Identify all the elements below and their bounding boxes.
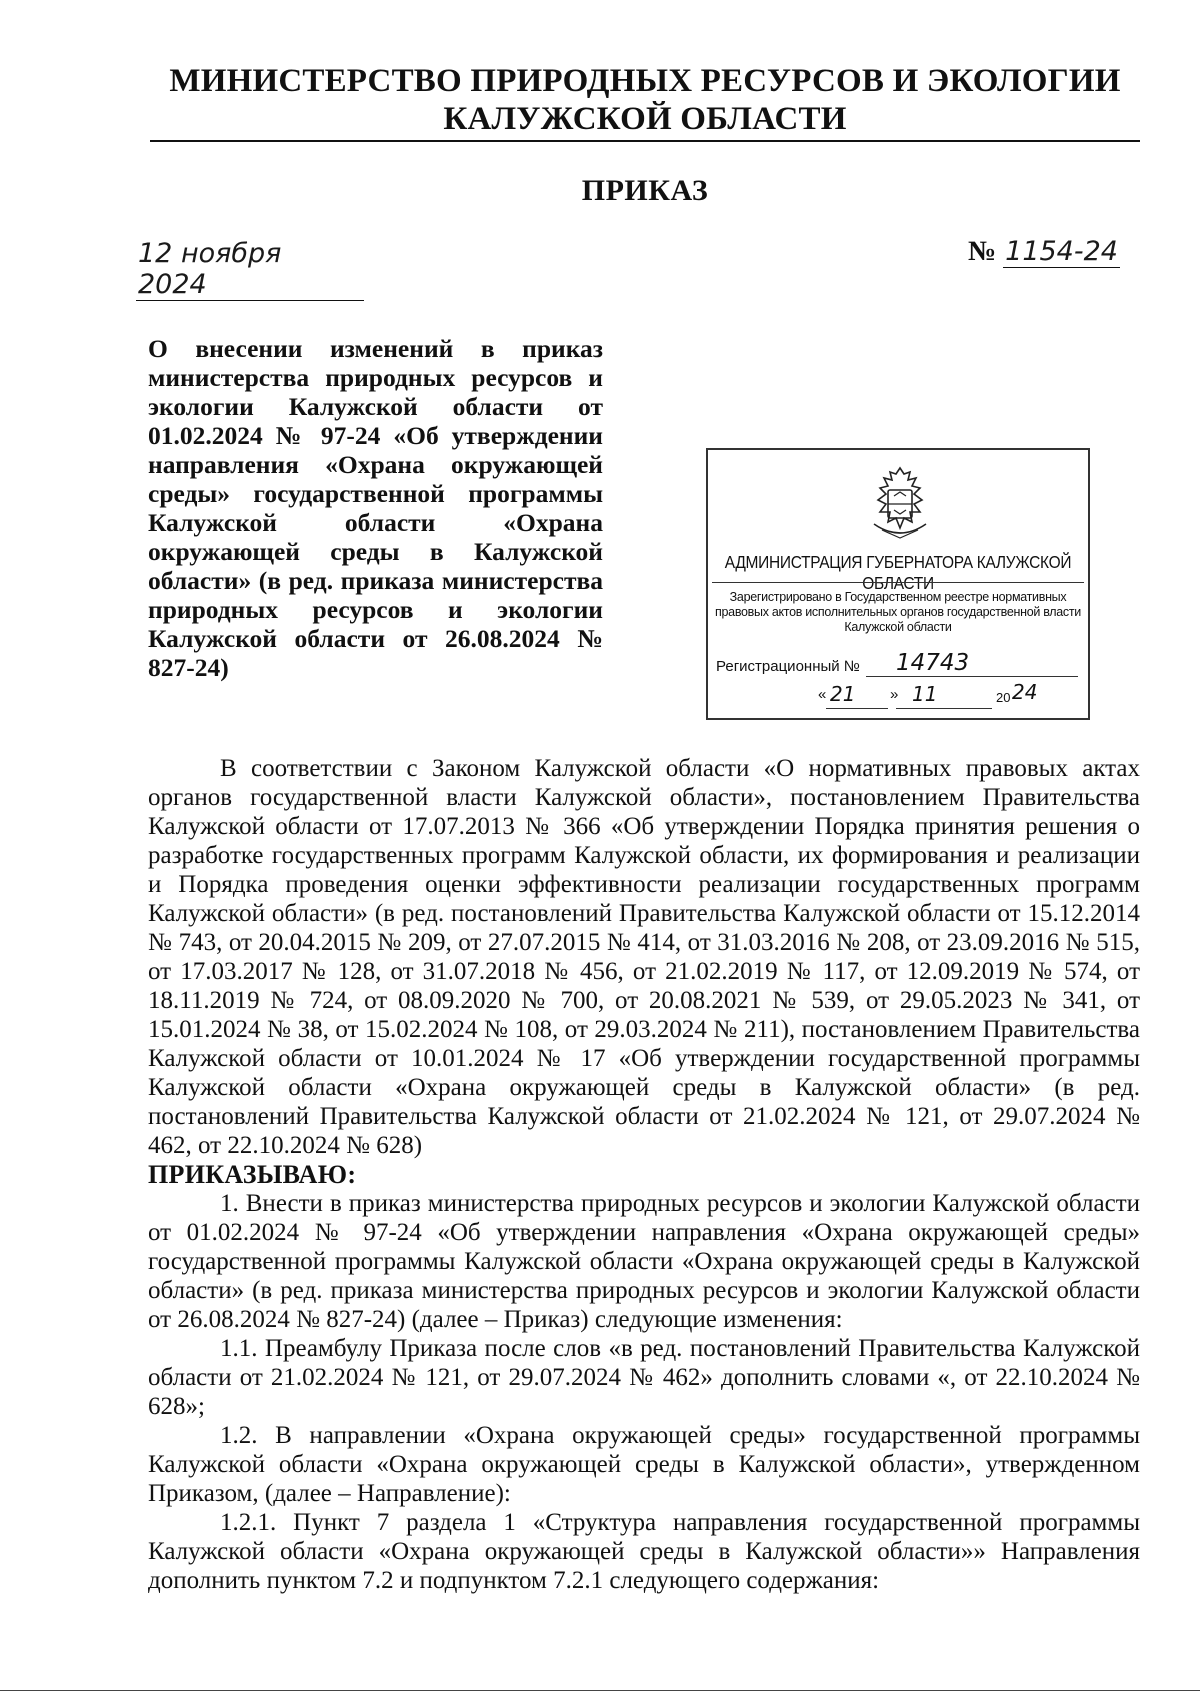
- date-quote-open: «: [818, 686, 827, 703]
- preamble-paragraph: В соответствии с Законом Калужской области «О нормативных правовых актах органов государственной власти Калужской области», постановлением Правительства Калужской области от 17.07.2013 № 366 «Об утверждении Порядка принятия решения о разработке государственных программ Калужской области, их формирования и реализации и Порядка проведения оценки эффективности реализации государственных программ Калужской области» (в ред. постановлений Правительства Калужской области от 15.12.2014 № 743, от 20.04.2015 № 209, от 27.07.2015 № 414, от 31.03.2016 № 208, от 23.09.2016 № 515, от 17.03.2017 № 128, от 31.07.2018 № 456, от 21.02.2019 № 117, от 12.09.2019 № 574, от 18.11.2019 № 724, от 08.09.2020 № 700, от 20.08.2021 № 539, от 29.05.2023 № 341, от 15.01.2024 № 38, от 15.02.2024 № 108, от 29.03.2024 № 211), постановлением Правительства Калужской области от 10.01.2024 № 17 «Об утверждении государственной программы Калужской области «Охрана окружающей среды в Калужской области» (в ред. постановлений Правительства Калужской области от 21.02.2024 № 121, от 29.07.2024 № 462, от 22.10.2024 № 628): [148, 755, 1140, 1159]
- registration-number-label: Регистрационный №: [716, 658, 860, 675]
- order-number: [968, 236, 1120, 268]
- order-keyword: ПРИКАЗЫВАЮ:: [148, 1160, 357, 1189]
- registration-month: 11: [912, 682, 938, 706]
- ministry-name-line2: КАЛУЖСКОЙ ОБЛАСТИ: [443, 101, 847, 137]
- registration-year-suffix: 24: [1012, 680, 1038, 704]
- order-subject: О внесении изменений в приказ министерства природных ресурсов и экологии Калужской области от 01.02.2024 № 97-24 «Об утверждении направления «Охрана окружающей среды» государственной программы Калужской области «Охрана окружающей среды в Калужской области» (в ред. приказа министерства природных ресурсов и экологии Калужской области от 26.08.2024 № 827-24): [148, 334, 603, 682]
- ministry-header: [150, 62, 1140, 138]
- stamp-administration-title: АДМИНИСТРАЦИЯ ГУБЕРНАТОРА КАЛУЖСКОЙ ОБЛАСТИ: [724, 553, 1072, 594]
- stamp-registered-text: Зарегистрировано в Государственном реестре нормативных правовых актов исполнительных органов государственной власти Калужской области: [715, 590, 1081, 634]
- stamp-divider: [712, 582, 1084, 583]
- order-date-handwritten: 12 ноября 2024: [136, 238, 364, 301]
- page-bottom-edge: [0, 1690, 1200, 1691]
- registration-number-value: 14743: [866, 650, 1078, 677]
- month-underline: [896, 708, 992, 709]
- coat-of-arms-icon: [864, 464, 936, 544]
- registration-day: 21: [830, 682, 856, 706]
- stamp-registration-date: [818, 680, 1086, 712]
- order-number-label: №: [968, 236, 997, 267]
- order-date: [136, 238, 364, 301]
- registration-stamp: [706, 448, 1090, 720]
- order-body: [148, 754, 1140, 1595]
- day-underline: [826, 708, 888, 709]
- header-divider: [150, 140, 1140, 142]
- ministry-name-line1: МИНИСТЕРСТВО ПРИРОДНЫХ РЕСУРСОВ И ЭКОЛОГИИ: [169, 63, 1121, 99]
- clause-1-2: 1.2. В направлении «Охрана окружающей среды» государственной программы Калужской области «Охрана окружающей среды в Калужской области», утвержденном Приказом, (далее – Направление):: [148, 1422, 1140, 1507]
- order-number-handwritten: 1154-24: [1005, 236, 1118, 267]
- registration-year-prefix: 20: [996, 690, 1011, 705]
- clause-1-2-1: 1.2.1. Пункт 7 раздела 1 «Структура направления государственной программы Калужской области «Охрана окружающей среды в Калужской области»» Направления дополнить пунктом 7.2 и подпунктом 7.2.1 следующего содержания:: [148, 1509, 1140, 1594]
- clause-1-1: 1.1. Преамбулу Приказа после слов «в ред. постановлений Правительства Калужской области от 21.02.2024 № 121, от 29.07.2024 № 462» дополнить словами «, от 22.10.2024 № 628»;: [148, 1335, 1140, 1420]
- date-quote-close: »: [890, 686, 899, 703]
- clause-1: 1. Внести в приказ министерства природных ресурсов и экологии Калужской области от 01.02.2024 № 97-24 «Об утверждении направления «Охрана окружающей среды» государственной программы Калужской области «Охрана окружающей среды в Калужской области» (в ред. приказа министерства природных ресурсов и экологии Калужской области от 26.08.2024 № 827-24) (далее – Приказ) следующие изменения:: [148, 1190, 1140, 1333]
- document-type: ПРИКАЗ: [581, 174, 709, 207]
- stamp-registration-number: [716, 650, 1086, 676]
